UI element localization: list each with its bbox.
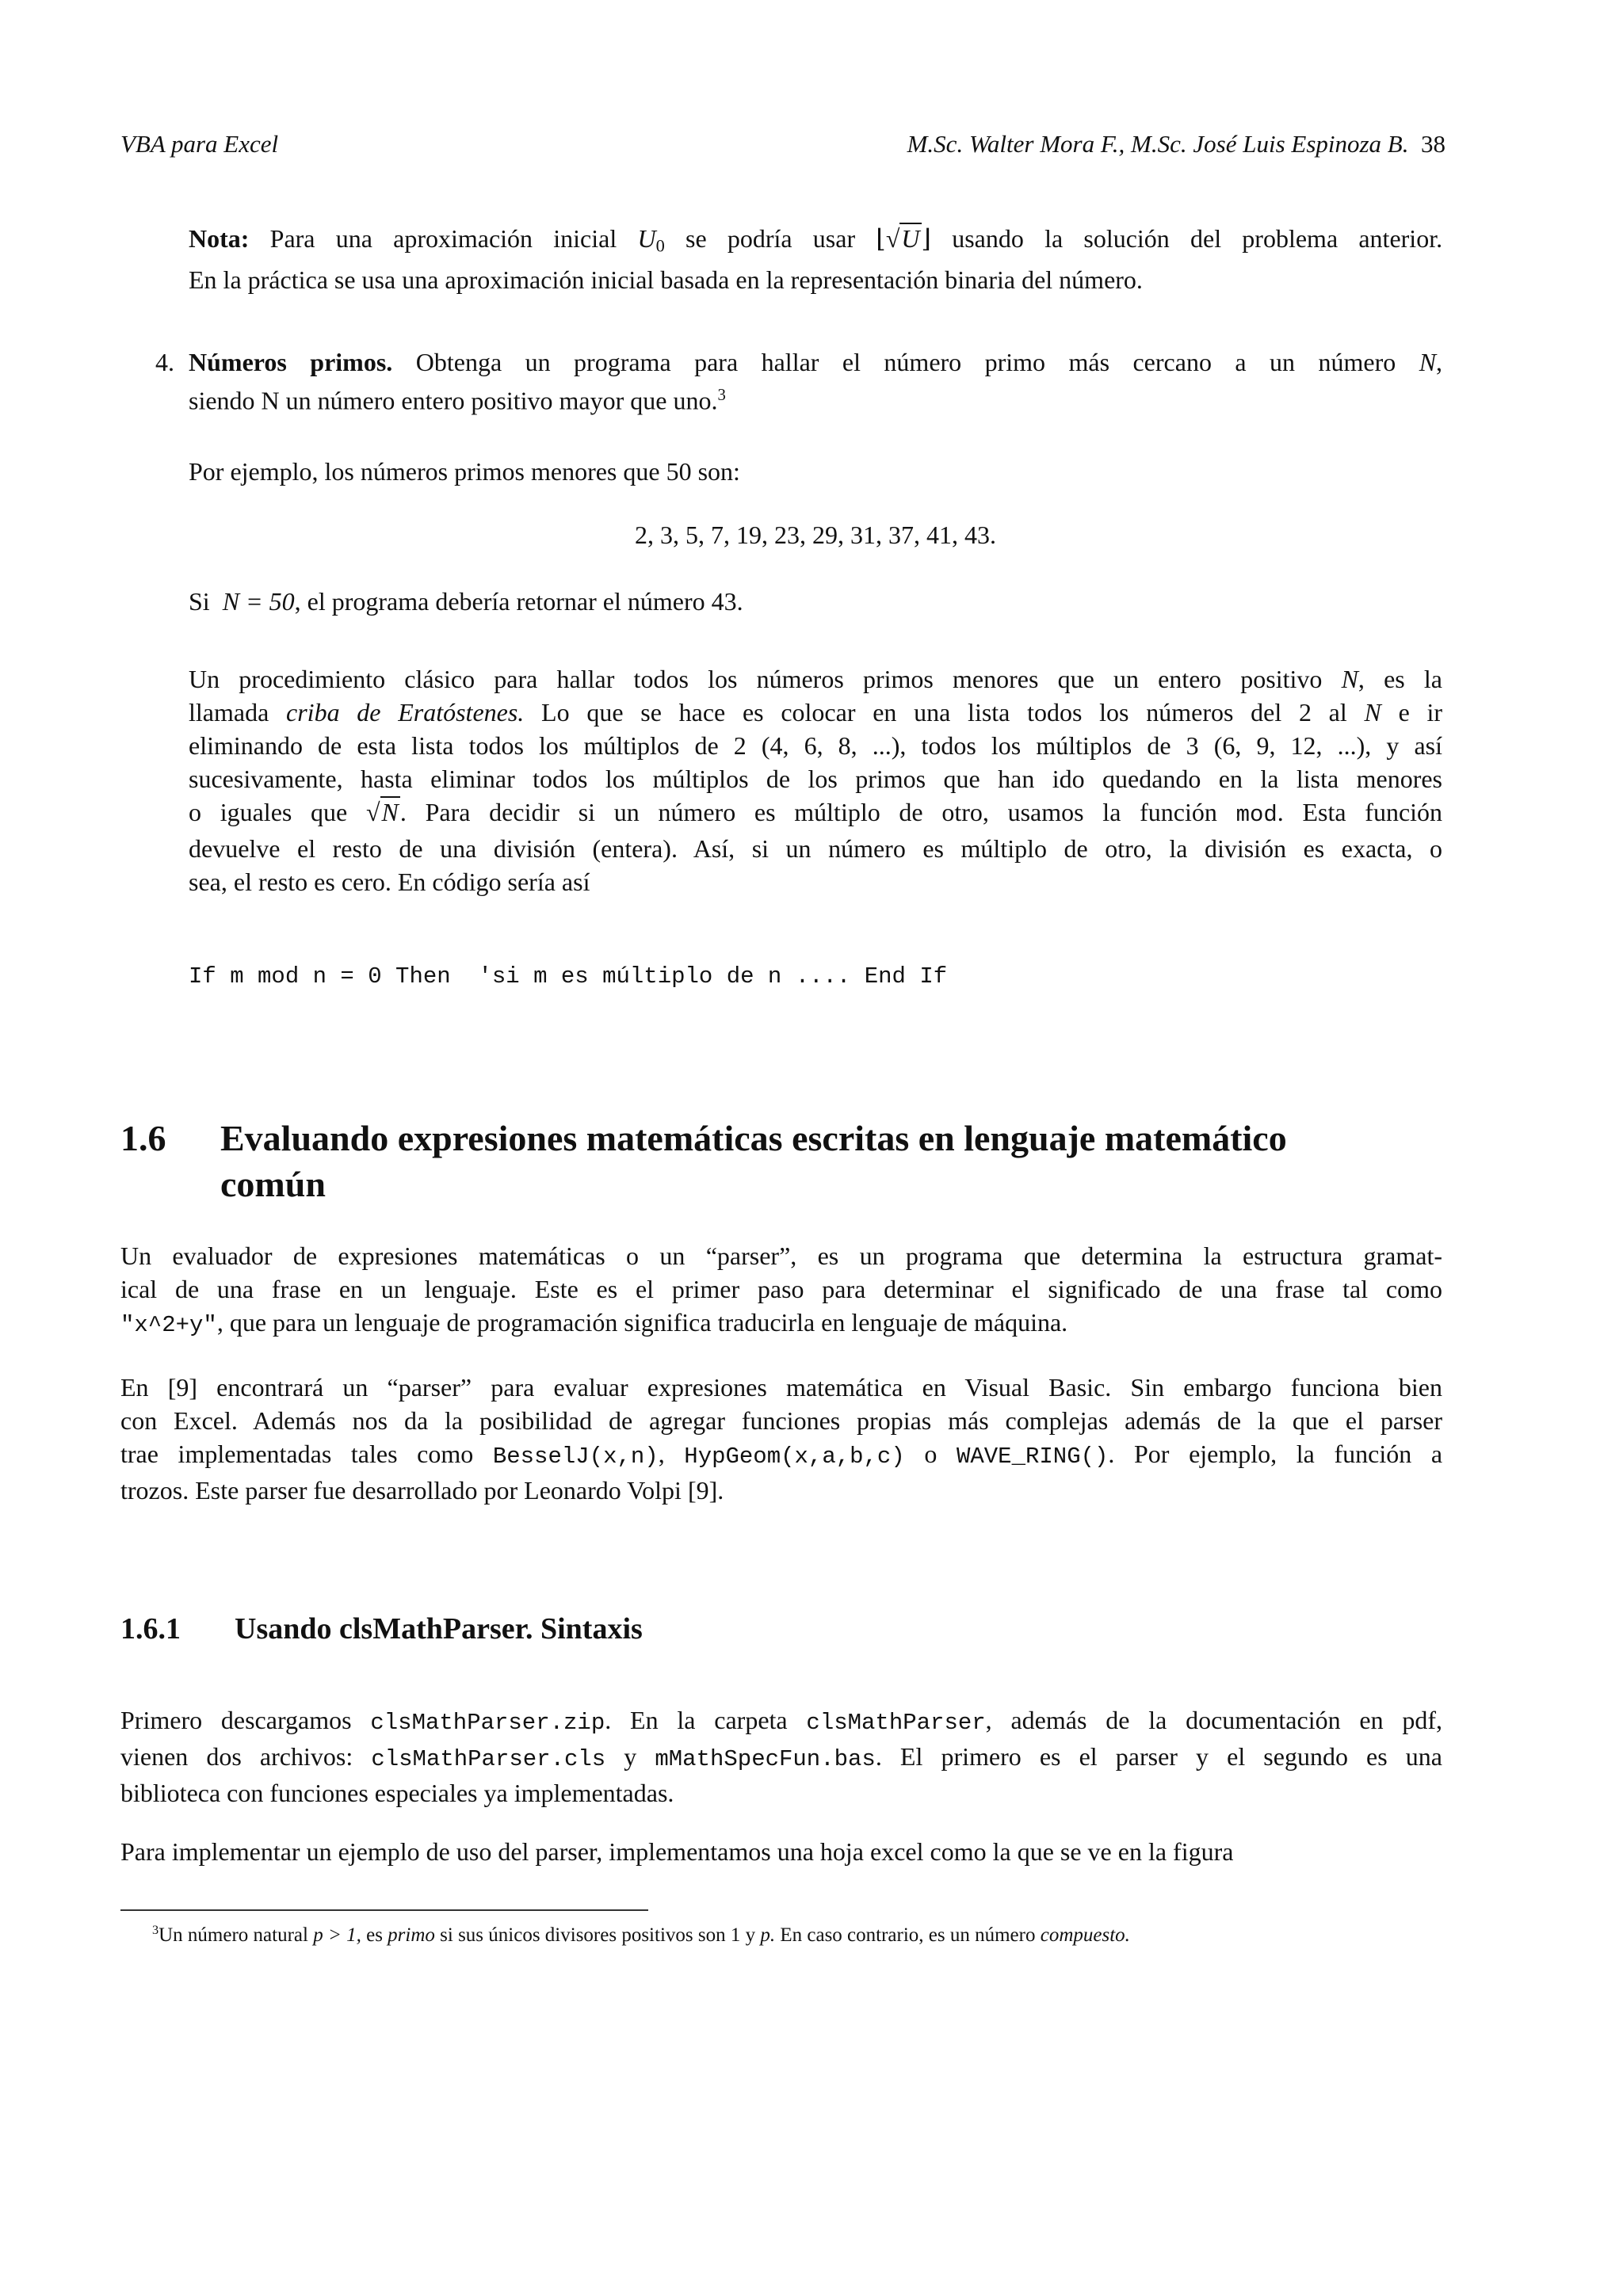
primes-list: 2, 3, 5, 7, 19, 23, 29, 31, 37, 41, 43. [635,521,996,549]
sub-p1-line-2: vienen dos archivos: clsMathParser.cls y mMathSpecFun.bas. El primero es el parser y el segundo es una [120,1742,1443,1772]
sieve-line-4: sucesivamente, hasta eliminar todos los múltiplos de los primos que han ido quedando en la lista menores [189,765,1442,793]
section-title-line-1: Evaluando expresiones matemáticas escritas en lenguaje matemático [220,1118,1287,1158]
sieve-line-7: sea, el resto es cero. En código sería así [189,868,590,896]
code-cls: clsMathParser.cls [371,1746,606,1772]
note-text-1: Para una aproximación inicial [269,224,617,253]
criba-term: criba de Eratóstenes. [286,698,525,727]
note-line-2: En la práctica se usa una aproximación inicial basada en la representación binaria del número. [189,265,1143,294]
code-x2y: "x^2+y" [120,1312,217,1338]
note-text-2: se podría usar [685,224,856,253]
code-bas: mMathSpecFun.bas [655,1746,876,1772]
math-n-equals-50: N = 50 [222,587,295,616]
code-wave-ring: WAVE_RING() [956,1444,1109,1470]
code-block: If m mod n = 0 Then 'si m es múltiplo de n .... End If [189,963,948,990]
section-p2-line-1: En [9] encontrará un “parser” para evaluar expresiones matemática en Visual Basic. Sin embargo funciona bien [120,1373,1442,1402]
sub-p1-line-3: biblioteca con funciones especiales ya implementadas. [120,1779,674,1807]
term-compuesto: compuesto. [1040,1924,1130,1946]
math-floor-sqrt-u: ⌊√U⌋ [876,224,931,253]
code-folder: clsMathParser [806,1710,986,1736]
sieve-paragraph [189,662,1442,898]
list-number-4: 4. [155,348,174,376]
term-primo: primo [388,1924,435,1946]
example-intro: Por ejemplo, los números primos menores que 50 son: [189,457,740,486]
math-sqrt-n: √N [365,798,399,826]
header-title: VBA para Excel [120,130,279,158]
section-paragraph-1 [120,1239,1442,1342]
section-title-line-2: común [220,1164,326,1204]
footnote-ref-3: 3 [717,386,726,404]
subsection-title: Usando clsMathParser. Sintaxis [235,1612,643,1646]
note-line-1 [189,222,1442,263]
item4-line-2: siendo N un número entero positivo mayor que uno.$^3$ [189,386,726,415]
section-p2-line-3: trae implementadas tales como BesselJ(x,n), HypGeom(x,a,b,c) o WAVE_RING(). Por ejemplo, la función a [120,1440,1443,1470]
section-p1-line-1: Un evaluador de expresiones matemáticas o un “parser”, es un programa que determina la estructura gramat- [120,1241,1442,1270]
footnote-3: $^3$Un número natural p > 1, es primo si sus únicos divisores positivos son 1 y p. En caso contrario, es un número compuesto. [152,1923,1130,1946]
item4-line-1: Números primos. Obtenga un programa para hallar el número primo más cercano a un número N, [189,348,1443,376]
section-p2-line-2: con Excel. Además nos da la posibilidad de agregar funciones propias más complejas además de la que el parser [120,1406,1442,1435]
math-p-gt-1: p > 1, [313,1924,361,1946]
subsection-paragraph-2: Para implementar un ejemplo de uso del parser, implementamos una hoja excel como la que se ve en la figura [120,1837,1234,1866]
math-n: N [1419,348,1437,376]
sieve-line-2: llamada criba de Eratóstenes. Lo que se hace es colocar en una lista todos los números del 2 al N e ir [189,698,1443,727]
note-paragraph [189,222,1442,296]
section-p1-line-2: ical de una frase en un lenguaje. Este es el primer paso para determinar el significado de una frase tal como [120,1275,1442,1303]
code-zip: clsMathParser.zip [370,1710,605,1736]
code-mod: mod [1235,802,1277,828]
sieve-line-1: Un procedimiento clásico para hallar todos los números primos menores que un entero positivo N, es la [189,665,1442,693]
section-number: 1.6 [120,1118,166,1158]
example-result: Si N = 50, el programa debería retornar el número 43. [189,587,743,616]
item4-text: Obtenga un programa para hallar el número primo más cercano a un número [415,348,1396,376]
code-besselj: BesselJ(x,n) [492,1444,659,1470]
sieve-line-6: devuelve el resto de una división (entera). Así, si un número es múltiplo de otro, la división es exacta, o [189,834,1442,863]
section-title [220,1116,1528,1207]
code-hypgeom: HypGeom(x,a,b,c) [684,1444,905,1470]
note-label: Nota: [189,224,250,253]
section-p2-line-4: trozos. Este parser fue desarrollado por Leonardo Volpi [9]. [120,1476,724,1505]
sub-p1-line-1: Primero descargamos clsMathParser.zip. En la carpeta clsMathParser, además de la documentación en pdf, [120,1706,1443,1736]
section-paragraph-2 [120,1371,1442,1507]
note-text-3: usando la solución del problema anterior. [952,224,1443,253]
subsection-number: 1.6.1 [120,1612,181,1646]
sieve-line-5: o iguales que √N. Para decidir si un número es múltiplo de otro, usamos la función mod. Esta función [189,798,1443,828]
item4-title: Números primos. [189,348,393,376]
footnote-rule [120,1909,648,1911]
item4-paragraph [189,345,1442,417]
header-right [907,130,1445,158]
footnote-mark: 3 [152,1923,159,1937]
header-authors: M.Sc. Walter Mora F., M.Sc. José Luis Espinoza B. [907,130,1409,158]
subsection-paragraph-1 [120,1703,1442,1810]
section-p1-line-3: "x^2+y", que para un lenguaje de programación significa traducirla en lenguaje de máquina. [120,1308,1068,1338]
math-u0: $U_0$ [637,224,665,256]
page-number: 38 [1421,130,1445,158]
sieve-line-3: eliminando de esta lista todos los múltiplos de 2 (4, 6, 8, ...), todos los múltiplos de 3 (6, 9, 12, ...), y así [189,731,1442,760]
